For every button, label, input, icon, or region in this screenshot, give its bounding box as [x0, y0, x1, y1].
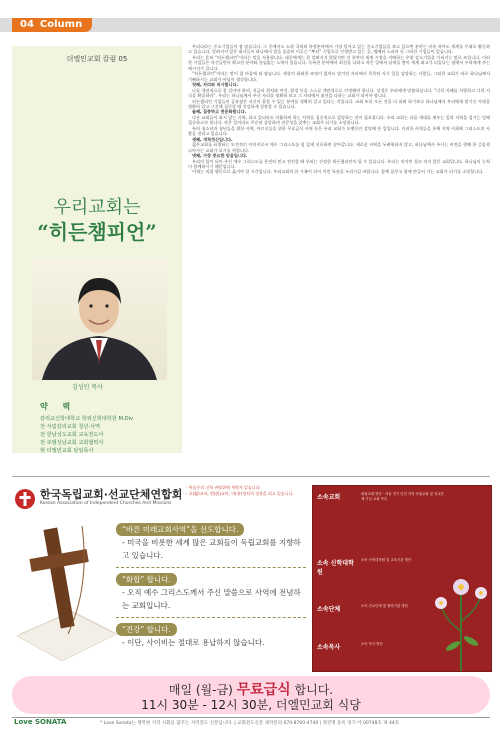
bio-line: 전 한남성도교회 교육전도사	[40, 432, 104, 438]
column-body	[188, 44, 490, 454]
member-section-label: 소속 신학대학원	[317, 560, 354, 576]
footer-text: * Love Sonata는 행복한 지역 사회를 꿈꾸는 지역전도 신문입니다. | 교회전도신문 제작문의 070-8700-4740 | 정진명 등록 경기 아 00748호 제 44호	[100, 721, 400, 726]
body-paragraph: 젊은교회를 표방하는 도전적인 이미지로서 예수 그리스도를 힘 있게 선포하며 살아갑니다. 새로운 사역을 두려워하지 않고, 하나님께서 주시는 비전을 향해 한 걸음씩 나아가는 교회가 되기를 원합니다.	[188, 142, 490, 153]
member-section-text: 소속 목사 명단	[361, 642, 383, 646]
body-paragraph: 우리나라는 중소기업들이 참 많습니다. 그 중에서도 소위 국내외 특정분야에서 가장 앞서고 있는 중소기업들을 보고 있으면 분야는 비록 작아도 세계를 무대로 활동하고 있습니다. 알려지지 않은 회사들이 하나에서 열을 꼼꼼히 이루는 “뿌리” 기업으로 인정받고 있는 곳, 엘베터 스퍼커 등 그러한 기업들이 있습니다.	[188, 44, 490, 55]
association-notes	[186, 485, 304, 497]
column-sidebar	[12, 46, 182, 453]
motto-item	[116, 623, 306, 649]
bio-line: 전 로뎀성남교회 교회협력사	[40, 440, 104, 446]
body-paragraph: 특히 청소년과 청년들을 위한 사역, 어르신들을 위한 무료급식 사역 등은 우리 교회가 오랫동안 감당해 온 일입니다. 이러한 사역들을 통해 지역 사회에 그리스도의 사랑을 전하고 있습니다.	[188, 125, 490, 137]
body-subheading: 셋째, 개척정신입니다.	[192, 136, 233, 142]
page-number: 04	[20, 19, 34, 30]
association-ad	[12, 481, 490, 671]
motto-heading: “화합” 합니다.	[116, 573, 177, 586]
footer-logo: Love SONATA	[14, 718, 67, 726]
bio-line: 현 더엘민교회 담임목사	[40, 448, 94, 454]
section-tab	[12, 18, 92, 32]
column-title-line2: “히든챔피언”	[37, 220, 157, 244]
section-label: Column	[39, 19, 83, 30]
motto-heading: “견강” 합니다.	[116, 623, 177, 636]
association-name: 한국독립교회·선교단체연합회	[40, 488, 183, 501]
banner-suffix: 합니다.	[294, 683, 334, 697]
body-paragraph: 다른 교회들이 하지 않는 사역, 하고 있더라도 미흡하게 하는 사역을 집중적으로 감당하는 것이 필요합니다. 우리 교회는 다음 세대를 세우는 일과 지역을 섬기는 일에 집중하고자 합니다. 작은 일이라도 꾸준히 감당하며 전문성을 갖추는 교회가 되기를 소망합니다.	[188, 114, 490, 126]
bio-list	[40, 415, 180, 455]
column-series: 더엘민교회 칼럼 05	[66, 55, 128, 63]
motto-item	[116, 573, 306, 612]
footer-rule	[12, 717, 490, 718]
body-subheading: 둘째, 집중하고 전문화합니다.	[192, 109, 247, 115]
flower-decoration-icon	[431, 551, 491, 671]
member-section-text: 소속 선교단체 및 협력기관 명단	[361, 604, 408, 608]
member-section-label: 소속교회	[317, 494, 341, 501]
body-paragraph: 우리의 힘이 되어 주신 예수 그리스도를 온전히 믿고 전진할 때 우리는 진정한 히든챔피언이 될 수 있습니다. 우리는 작지만 결코 작지 않은 교회입니다. 하나님의 능력이 함께하시기 때문입니다.	[188, 158, 490, 169]
bio-heading: 약 력	[40, 402, 77, 411]
banner-highlight: 무료급식	[236, 682, 291, 698]
association-note: - 초(超)교파, 범(汎)교단, 비(非)정치의 성향을 띠고 있습니다.	[186, 491, 294, 496]
cross-bible-image	[12, 516, 122, 661]
motto-line: - 오직 예수 그리스도께서 주신 말씀으로 사역에 전념하는 교회입니다.	[122, 588, 301, 610]
banner-time: 11시 30분 - 12시 30분, 더엘민교회 식당	[141, 698, 361, 712]
bio-line: 감리교신학대학교 학위신학대학원 M.Div	[40, 416, 134, 422]
member-section-label: 소속목사	[317, 644, 341, 651]
motto-divider	[116, 617, 306, 618]
body-paragraph: 나를 객관적으로 잘 알아야 하며, 지금의 위치와 여건, 환경 등을 스스로 객관적으로 인정해야 합니다. 성경은 우리에게 말씀하십니다. “너희 지혜를 사랑하고 너희 지식을 확증하라”. 우리는 하나님께서 주신 자리를 정확히 보고 그 자리에서 최선을 다하는 교회가 되어야 합니다.	[188, 87, 490, 99]
member-section-text: 소속 신학대학원 및 교육기관 명단	[361, 558, 412, 562]
body-paragraph: 우리는 흔히 “히든챔피언”이라는 말을 사용합니다. 대중에게는 잘 알려지지 않았지만 각 분야의 세계 시장을 지배하는 우량 강소기업을 가리키는 말로 쓰입니다. 이러한 기업들은 자신들만의 확고한 분야와 끊임없는 노력이 있습니다. 독특한 분야에서 최선을 다하고 작은 일에서 실력을 쌓아 세계 최고가 되었다는 점에서 우리에게 주는 메시지가 큽니다.	[188, 54, 490, 71]
page-header	[0, 0, 500, 36]
member-section-label: 소속단체	[317, 606, 341, 613]
pastor-portrait	[32, 260, 167, 380]
section-divider	[12, 476, 490, 477]
motto-line: - 이단, 사이비는 절대로 용납하지 않습니다.	[122, 638, 265, 647]
column-title-line1: 우리교회는	[53, 197, 141, 218]
free-meal-banner	[12, 676, 490, 714]
association-name-en: Korean Association of Independent Churches And Missions	[40, 501, 172, 506]
bio-line: 전 서림감리교회 청년·사역	[40, 424, 101, 430]
motto-divider	[116, 567, 306, 568]
association-note: - 복음주의 신학 바탕위에 세워져 있습니다.	[186, 485, 261, 490]
body-paragraph: “히든챔피언”이라는 말이 참 마음에 와 닿습니다. 세상의 화려한 조명이 없어도 맡겨진 자리에서 묵묵히 자기 일을 감당하는 사람들, 그러한 교회가 바로 하나님께서 기뻐하시는 교회가 아닐까 생각합니다.	[188, 71, 490, 82]
banner-days: 매일 (월-금)	[168, 683, 233, 697]
motto-heading: “바른 미래교회사역”을 선도합니다.	[116, 523, 244, 536]
body-subheading: 첫째, 자리와 직시합니다.	[192, 82, 239, 88]
motto-item	[116, 523, 306, 562]
body-paragraph: 히든챔피언 기업들의 공통점은 자신이 잘할 수 있는 분야를 정확히 알고 있다는 것입니다. 교회 또한 모든 것을 다 하려 하기보다 하나님께서 우리에게 맡기신 사명을 정확히 알고 그것에 집중할 때 건강하게 성장할 수 있습니다.	[188, 98, 490, 109]
photo-caption: 김성민 목사	[72, 384, 103, 391]
body-subheading: 넷째, 가장 중요한 믿음입니다.	[192, 153, 248, 159]
motto-line: - 미국을 비롯한 세계 많은 교회들이 독립교회를 지향하고 있습니다.	[122, 538, 301, 560]
member-section-text: 회원교회 명단 · 서울 경기 인천 지역 독립교회 및 선교단체 가입 교회 목록	[361, 492, 444, 501]
body-paragraph: 이제는 직접 행동으로 옮겨야 할 시간입니다. 우리교회의 한 가족이 되어 이런 특권을 누리시길 바랍니다. 함께 꿈꾸고 함께 만들어 가는 교회가 되기를 소망합니다.	[192, 169, 484, 175]
member-directory	[312, 485, 492, 672]
association-logo-icon	[14, 488, 36, 510]
